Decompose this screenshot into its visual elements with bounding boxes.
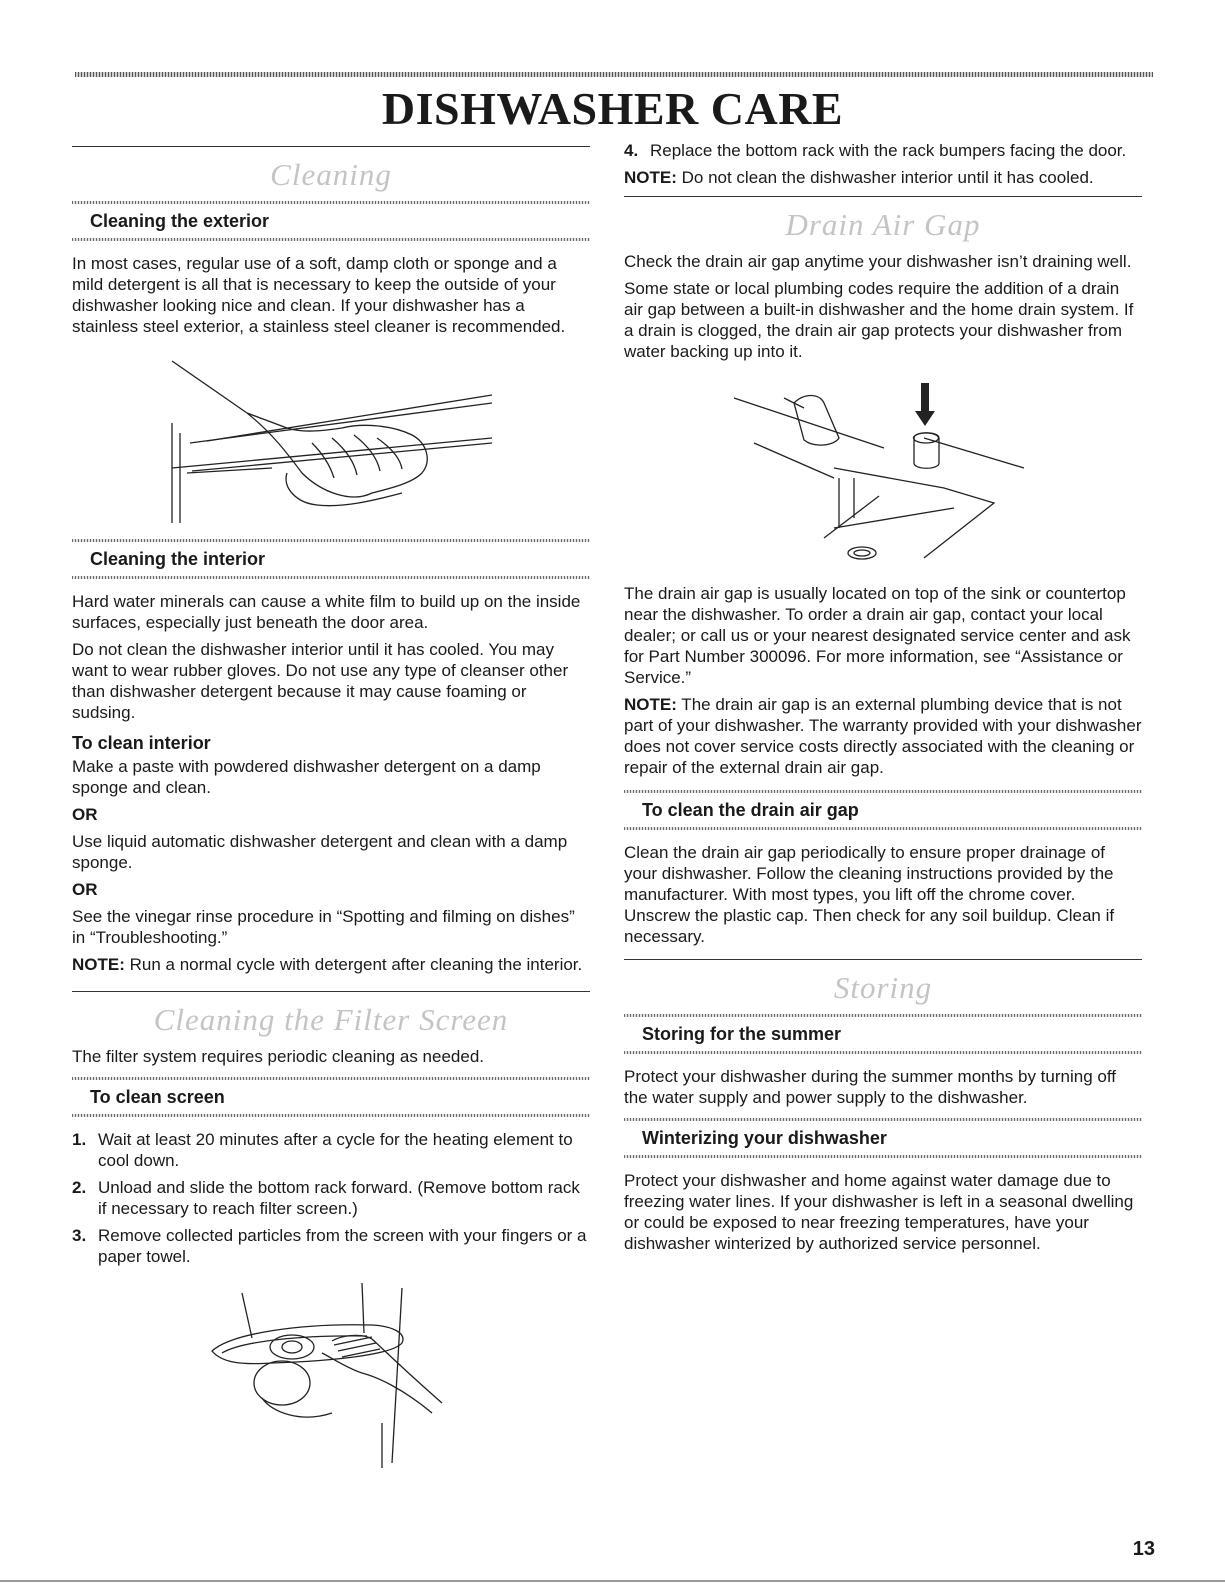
section-rule — [72, 991, 590, 992]
dotted-divider — [72, 576, 590, 579]
list-item: 4. Replace the bottom rack with the rack bumpers facing the door. — [624, 141, 1127, 160]
interior-option-1: Make a paste with powdered dishwasher detergent on a damp sponge and clean. — [72, 757, 541, 797]
drain-text-2: Some state or local plumbing codes require the addition of a drain air gap between a built-in dishwasher and the home drain system. If a drain is clogged, the drain air gap protects your dishwasher from water backing up into it. — [624, 279, 1134, 361]
right-column — [624, 140, 1142, 1260]
note-label: NOTE: — [624, 695, 677, 714]
page-title: DISHWASHER CARE — [381, 83, 844, 134]
drain-text-3: The drain air gap is usually located on top of the sink or countertop near the dishwasher. To order a drain air gap, contact your local dealer; or call us or your nearest designated service center and ask for Part Number 300096. For more information, see “Assistance or Service.” — [624, 584, 1131, 687]
filter-screen-illustration — [72, 1273, 590, 1473]
interior-text-2: Do not clean the dishwasher interior until it has cooled. You may want to wear rubber gloves. Do not use any type of cleanser other than dishwasher detergent because it may cause foaming or sudsing. — [72, 640, 569, 722]
subhead-to-clean-drain-air-gap: To clean the drain air gap — [642, 800, 859, 820]
drain-text-1: Check the drain air gap anytime your dishwasher isn’t draining well. — [624, 252, 1132, 271]
or-label-2: OR — [72, 880, 98, 899]
exterior-text: In most cases, regular use of a soft, damp cloth or sponge and a mild detergent is all that is necessary to keep the outside of your dishwasher looking nice and clean. If your dishwasher has a stainless steel exterior, a stainless steel cleaner is recommended. — [72, 254, 566, 336]
section-rule — [624, 959, 1142, 960]
list-item: 3. Remove collected particles from the screen with your fingers or a paper towel. — [72, 1226, 587, 1266]
subhead-cleaning-interior: Cleaning the interior — [90, 549, 266, 569]
subhead-cleaning-exterior: Cleaning the exterior — [90, 211, 270, 231]
exterior-cleaning-illustration — [72, 343, 590, 533]
top-dotted-bar — [75, 72, 1153, 77]
drain-note: NOTE: The drain air gap is an external plumbing device that is not part of your dishwasher. The warranty provided with your dishwasher does not cover service costs directly associated with the cleaning or repair of the external drain air gap. — [624, 695, 1142, 777]
page-number: 13 — [1132, 1538, 1155, 1560]
filter-intro: The filter system requires periodic cleaning as needed. — [72, 1047, 484, 1066]
list-item: 1. Wait at least 20 minutes after a cycle for the heating element to cool down. — [72, 1130, 573, 1170]
bottom-line — [0, 1580, 1225, 1582]
section-heading-drain-air-gap: Drain Air Gap — [785, 207, 981, 242]
section-rule — [624, 196, 1142, 197]
filter-steps-list — [72, 1129, 590, 1267]
interior-note: NOTE: Run a normal cycle with detergent after cleaning the interior. — [72, 955, 583, 974]
dotted-divider — [624, 1155, 1142, 1158]
summer-text: Protect your dishwasher during the summer months by turning off the water supply and power supply to the dishwasher. — [624, 1067, 1116, 1107]
section-heading-cleaning: Cleaning — [270, 157, 392, 192]
filter-steps-continued — [624, 140, 1142, 161]
winter-text: Protect your dishwasher and home against water damage due to freezing water lines. If your dishwasher is left in a seasonal dwelling or could be exposed to near freezing temperatures, have your dishwasher winterized by authorized service personnel. — [624, 1171, 1134, 1253]
section-heading-filter-screen: Cleaning the Filter Screen — [153, 1002, 509, 1037]
note-label: NOTE: — [624, 168, 677, 187]
interior-option-2: Use liquid automatic dishwasher detergent and clean with a damp sponge. — [72, 832, 568, 872]
section-heading-storing: Storing — [833, 970, 933, 1005]
dotted-divider — [72, 1114, 590, 1117]
drain-air-gap-illustration — [624, 368, 1142, 573]
note-label: NOTE: — [72, 955, 125, 974]
subhead-winterizing: Winterizing your dishwasher — [642, 1128, 887, 1148]
list-item: 2. Unload and slide the bottom rack forward. (Remove bottom rack if necessary to reach filter screen.) — [72, 1178, 580, 1218]
note-interior-cooled: NOTE: Do not clean the dishwasher interior until it has cooled. — [624, 168, 1094, 187]
drain-clean-text: Clean the drain air gap periodically to ensure proper drainage of your dishwasher. Follow the cleaning instructions provided by the manufacturer. With most types, you lift off the chrome cover. Unscrew the plastic cap. Then check for any soil buildup. Clean if necessary. — [624, 843, 1115, 946]
dotted-divider — [624, 827, 1142, 830]
interior-text-1: Hard water minerals can cause a white film to build up on the inside surfaces, especially just beneath the door area. — [72, 592, 581, 632]
or-label-1: OR — [72, 805, 98, 824]
left-column — [72, 140, 590, 1473]
subhead-storing-summer: Storing for the summer — [642, 1024, 842, 1044]
subhead-to-clean-interior: To clean interior — [72, 733, 211, 753]
section-rule — [72, 146, 590, 147]
interior-option-3: See the vinegar rinse procedure in “Spotting and filming on dishes” in “Troubleshooting.” — [72, 907, 575, 947]
dotted-divider — [624, 1051, 1142, 1054]
dotted-divider — [72, 238, 590, 241]
subhead-to-clean-screen: To clean screen — [90, 1087, 225, 1107]
